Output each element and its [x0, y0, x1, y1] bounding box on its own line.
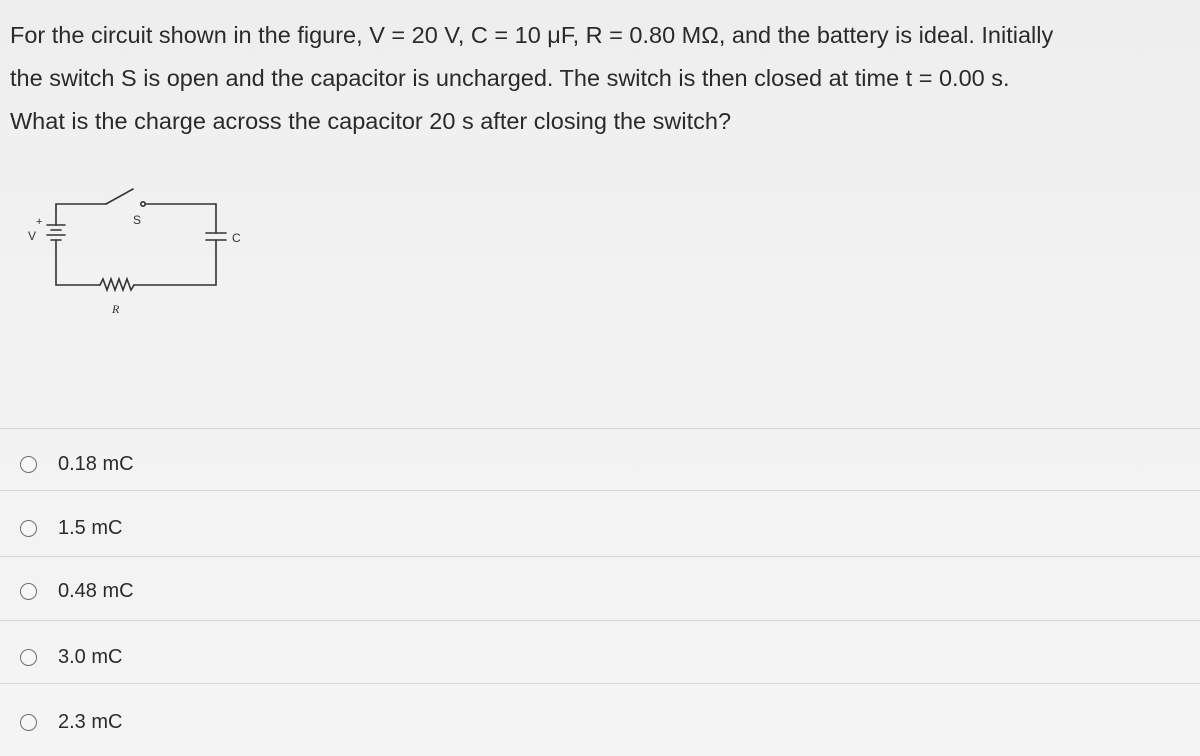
- answer-option[interactable]: [20, 575, 134, 607]
- battery-label: V: [28, 229, 37, 243]
- question-line-3: What is the charge across the capacitor 20 s after closing the switch?: [10, 108, 732, 134]
- rc-circuit-diagram: [0, 180, 280, 320]
- capacitor-label: C: [232, 231, 241, 245]
- question-line-2: the switch S is open and the capacitor is uncharged. The switch is then closed at time t = 0.00 s.: [10, 65, 1010, 91]
- radio-button[interactable]: [20, 456, 37, 473]
- answer-option[interactable]: [20, 641, 122, 673]
- question-line-1: For the circuit shown in the figure, V = 20 V, C = 10 μF, R = 0.80 MΩ, and the battery is ideal. Initially: [10, 22, 1054, 48]
- switch-blade: [106, 189, 133, 204]
- resistor-label: R: [112, 302, 120, 316]
- switch-label: S: [133, 213, 142, 227]
- top-left-wire: [56, 204, 106, 210]
- circuit-figure: [0, 180, 280, 320]
- divider: [0, 428, 1200, 429]
- radio-button[interactable]: [20, 583, 37, 600]
- divider: [0, 556, 1200, 557]
- plus-sign: +: [36, 216, 43, 228]
- divider: [0, 620, 1200, 621]
- option-label: 2.3 mC: [58, 710, 123, 733]
- radio-button[interactable]: [20, 714, 37, 731]
- divider: [0, 490, 1200, 491]
- bottom-left-wire: [56, 240, 100, 285]
- answer-option[interactable]: [20, 706, 122, 738]
- option-label: 3.0 mC: [58, 645, 123, 668]
- option-label: 0.18 mC: [58, 452, 134, 475]
- answer-option[interactable]: [20, 512, 122, 544]
- option-label: 1.5 mC: [58, 516, 123, 539]
- question-text: [10, 14, 1195, 143]
- divider: [0, 683, 1200, 684]
- resistor-zigzag: [100, 279, 134, 290]
- option-label: 0.48 mC: [58, 579, 134, 602]
- answer-option[interactable]: [20, 448, 134, 480]
- radio-button[interactable]: [20, 649, 37, 666]
- radio-button[interactable]: [20, 520, 37, 537]
